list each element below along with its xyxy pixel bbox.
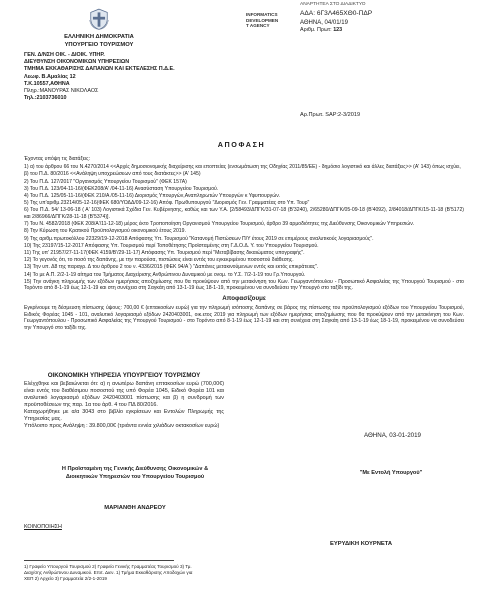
distribution-line-3: ΧΕΠ 2) Αρχείο 3) Γραμματεία 2/2-1-2019 <box>24 575 107 581</box>
decide-heading: Αποφασίζουμε <box>222 295 266 303</box>
provision-6: 6) Του Π.Δ. 54/ 13-06-18 ( Α' 103) Λογιστικά Σχέδια Γεν. Κυβέρνησης, καθώς και των Υ.Α. [2/58493/ΔΠΓΚ/31-07-18 (Β'3240), 2/65280/ΔΠΓΚ/05-09-18 (Β'4092), 2/84018/ΔΠΓΚ/15-11-18 (Β'5172) και 2/86966/ΔΠΓΚ/28-11-18 (Β'5374)]. <box>24 207 464 221</box>
divider <box>24 560 174 561</box>
provision-4: 4) Του Π.Δ. 125/05-11-16/(ΦΕΚ 210/Α /05-11-16) Διορισμός Υπουργών,Αναπληρωτών Υπουργών κ Υφυπουργών. <box>24 193 281 200</box>
financial-service-block <box>24 372 224 430</box>
address-line: Λεωφ. Β.Αμαλίας 12 <box>24 73 76 80</box>
provision-13: 13) Την υπ. Δ8 της παραγρ. Δ του άρθρου 2 του ν. 4336/2015 (ΦΕΚ 94/Α΄) "Δαπάνες μετακινούμενων εντός και εκτός επικράτειας". <box>24 264 319 271</box>
postal-line: Τ.Κ.10557,ΑΘΗΝΑ <box>24 80 70 87</box>
informatics-stamp <box>246 12 278 29</box>
provision-14: 14) Το με Α.Π. 2/2-1-19 αίτημα του Τμήματος Διαχείρισης Ανθρώπινου Δυναμικού με ονομ. το Υ.Σ. 7/2-1-19 του Γρ.Υπουργού. <box>24 271 306 278</box>
decision-text: Εγκρίνουμε τη δέσμευση πίστωσης ύψους: 700,00 € (επτακοσίων ευρώ) για την πληρωμή ισόποσης δαπάνης σε βάρος της πίστωσης του προϋπολογισμού εξόδων του Υπουργείου Τουρισμού, Ειδικός Φορέας 1045 - 101, αναλυτικό λογαριασμό εξόδων 2420403001, οικ.ετος 2019 για πληρωμή των εξόδων ημερήσιας αποζημίωσης που θα προκύψουν από την μετακίνηση του Κων. Γεωργαντόπουλου - Προσωπικό Ασφαλείας της Υπουργού Τουρισμού - στο Τορόντο από 8-1-19 έως 12-1-19 και στη συνέχεια στη Σαγκάη από 13-1-19 έως 18-1-19, προκειμένου να συνοδεύσει την Υπουργό στο ταξίδι της. <box>24 305 464 331</box>
page-title: ΑΠΟΦΑΣΗ <box>217 140 266 149</box>
provision-12: 12) Το γεγονός ότι, το ποσό της δαπάνης, με την παρούσα, πιστώσεις είναι εντός του εγκεκριμένου ποσοστού διάθεσης. <box>24 257 294 264</box>
director-title-line-2: Διοικητικών Υπηρεσιών του Υπουργείου Τουρισμού <box>65 473 205 480</box>
provision-1b: β) του Π.Δ. 80/2016 <<Ανάληψη υποχρεώσεων από τους διατάκτες>> (Α' 145) <box>24 171 201 178</box>
dept-line-2: ΔΙΕΥΘΥΝΣΗ ΟΙΚΟΝΟΜΙΚΩΝ ΥΠΗΡΕΣΙΩΝ <box>24 59 130 66</box>
dept-line-1: ΓΕΝ. Δ/ΝΣΗ ΟΙΚ. - ΔΙΟΙΚ. ΥΠΗΡ. <box>24 52 105 58</box>
decision-body <box>24 156 464 332</box>
provision-2: 2) Του Π.Δ. 127/2017 "Οργανισμός Υπουργείου Τουρισμού" (ΦΕΚ 157Α) <box>24 178 187 185</box>
stamp-line-1: INFORMATICS <box>246 12 278 17</box>
ministry-line-2: ΥΠΟΥΡΓΕΙΟ ΤΟΥΡΙΣΜΟΥ <box>64 41 134 48</box>
distribution-list <box>24 560 344 582</box>
sap-protocol: Αρ.Πρωτ. SAP:2-3/2019 <box>300 112 361 118</box>
phone-line: Τηλ.:2103736010 <box>24 95 67 102</box>
provision-11: 11) Της υπ' 21957/27-11-17(ΦΕΚ 4159/Β'/29-11-17) Απόφασης Υπ. Τουρισμού περί "Μεταβίβασης δικαιώματος υπογραφής". <box>24 250 305 257</box>
provision-9: 9) Της αριθμ.πρωτοκόλλου 22329/19-12-2018 Απόφασης Υπ. Τουρισμού "Κατανομή Πιστώσεων Π/Υ έτους 2019 σε επιμέρους αναλυτικούς λογαριασμούς". <box>24 235 374 242</box>
signing-date: ΑΘΗΝΑ, 03-01-2019 <box>364 432 421 439</box>
director-name: ΜΑΡΙΑΝΘΗ ΑΝΔΡΕΟΥ <box>104 505 166 511</box>
provision-7: 7) Του Ν. 4582/2018 (ΦΕΚ 208/Α'/11-12-18) μέρος έκτο Τροποποίηση Οργανισμού Υπουργείου Τουρισμού, άρθρο 39 αρμοδιότητες της Διεύθυνσης Οικονομικών Υπηρεσιών. <box>24 221 415 228</box>
ada-code: ΑΔΑ: 6Γ3Λ465ΧΘ0-ΠΔΡ <box>300 9 373 17</box>
ministry-header <box>24 8 174 49</box>
publish-note: ΑΝΑΡΤΗΤΕΑ ΣΤΟ ΔΙΑΔΙΚΤΥΟ <box>300 2 366 7</box>
protocol-value: 123 <box>333 27 343 34</box>
minister-order-label: "Με Εντολή Υπουργού" <box>359 470 423 476</box>
protocol-number <box>300 27 372 35</box>
registration-text: Καταχωρήθηκε με α/α 3043 στο βιβλίο εγκρίσεων και Εντολών Πληρωμής της Υπηρεσίας μας. <box>24 409 224 423</box>
department-block <box>24 52 284 102</box>
stamp-line-3: T AGENCY <box>246 23 270 28</box>
contact-line: Πληρ.:ΜΑΝΟΥΡΑΣ ΝΙΚΟΛΑΟΣ <box>24 87 99 94</box>
provision-8: 8) Την Κύρωση του Κρατικού Προϋπολογισμού οικονομικού έτους 2019. <box>24 228 186 235</box>
protocol-label: Αριθμ. Πρωτ: <box>300 27 332 34</box>
athens-date: ΑΘΗΝΑ, 04/01/19 <box>300 19 348 26</box>
greek-emblem-icon <box>88 8 110 30</box>
distribution-heading: ΚΟΙΝΟΠΟΙΗΣΗ <box>24 524 62 530</box>
provision-5: 5) Της υπ'αριθμ.23214/05-12-16(ΦΕΚ 680/ΥΟΔΔ/09-12-16) Απόφ. Πρωθυπουργού "Διορισμός Γεν. Γραμματέας στο Υπ. Τουρ" <box>24 200 310 207</box>
document-meta <box>300 2 372 35</box>
dept-line-3: ΤΜΗΜΑ ΕΚΚΑΘΑΡΙΣΗΣ ΔΑΠΑΝΩΝ ΚΑΙ ΕΚΤΕΛΕΣΗΣ Π.Δ.Ε. <box>24 66 175 73</box>
provision-1: 1) α) του άρθρου 66 του Ν.4270/2014 <<Αρχές δημοσιονομικής διαχείρισης και εποπτείας (ενσωμάτωση της Οδηγίας 2011/85/ΕΕ) - δημόσιο λογιστικό και άλλες διατάξεις>> (Α' 143) όπως ισχύει, <box>24 164 461 171</box>
financial-service-heading: ΟΙΚΟΝΟΜΙΚΗ ΥΠΗΡΕΣΙΑ ΥΠΟΥΡΓΕΙΟΥ ΤΟΥΡΙΣΜΟΥ <box>47 372 201 379</box>
ministry-line-1: ΕΛΛΗΝΙΚΗ ΔΗΜΟΚΡΑΤΙΑ <box>64 33 134 40</box>
director-title <box>30 466 240 481</box>
director-title-line-1: Η Προϊσταμένη της Γενικής Διεύθυνσης Οικονομικών & <box>61 466 209 472</box>
intro-text: Έχοντας υπόψη τις διατάξεις: <box>24 156 91 162</box>
signatory-name: ΕΥΡΥΔΙΚΗ ΚΟΥΡΝΕΤΑ <box>330 541 393 547</box>
distribution-line-2: Διαχ/σης Ανθρώπινου Δυναμικού. Επιτ. Διεν. 1) Τμήμα Εκκαθάρισης Αποδοχών για <box>24 569 193 575</box>
stamp-line-2: DEVELOPMEN <box>246 17 279 23</box>
financial-check-text: Ελέγχθηκε και βεβαιώνεται ότι: α) η ανωτέρω δαπάνη επτακοσίων ευρώ (700,00€) είναι εντός του διαθέσιμου ποσοστού της υπό Φορέα 1045, Ειδικό Φορέα 101 και αναλυτικό λογαριασμό εξόδων 2420403001 πίστωσης και β) η συνδρομή των προϋποθέσεων της παρ. 1α του άρθ. 4 του ΠΔ 80/2016. <box>24 381 224 409</box>
provision-3: 3) Του Π.Δ. 123/04-11-16/(ΦΕΚ208/Α' /04-11-16) Ανασύσταση Υπουργείου Τουρισμού. <box>24 185 219 192</box>
distribution-line-1: 1) Γραφείο Υπουργού Τουρισμού 2) Γραφείο Γενικής Γραμματέας Τουρισμού 3) Τμ. <box>24 563 192 569</box>
provision-15: 15) Την ανάγκη πληρωμής των εξόδων ημερήσιας αποζημίωσης που θα προκύψουν από την μετακίνηση του Κων. Γεωργαντόπουλου - Προσωπικό Ασφαλείας της Υπουργού Τουρισμού - στο Τορόντο από 8-1-19 έως 12-1-19 και στη συνέχεια στη Σαγκάη από 13-1-19 έως 18-1-19, προκειμένου να συνοδεύσει την Υπουργό στο ταξίδι της. <box>24 278 464 292</box>
remaining-balance: Υπόλοιπο προς Ανάληψη : 39.800,00€ (τριάντα εννέα χιλιάδων οκτακοσίων ευρώ) <box>24 423 220 430</box>
provision-10: 10) Της 23197/15-12-2017 Απόφασης Υπ. Τουρισμού περί Τοποθέτησης Προϊσταμένης στη Γ.Δ.Ο.Δ. Υ. του Υπουργείου Τουρισμού. <box>24 242 319 249</box>
